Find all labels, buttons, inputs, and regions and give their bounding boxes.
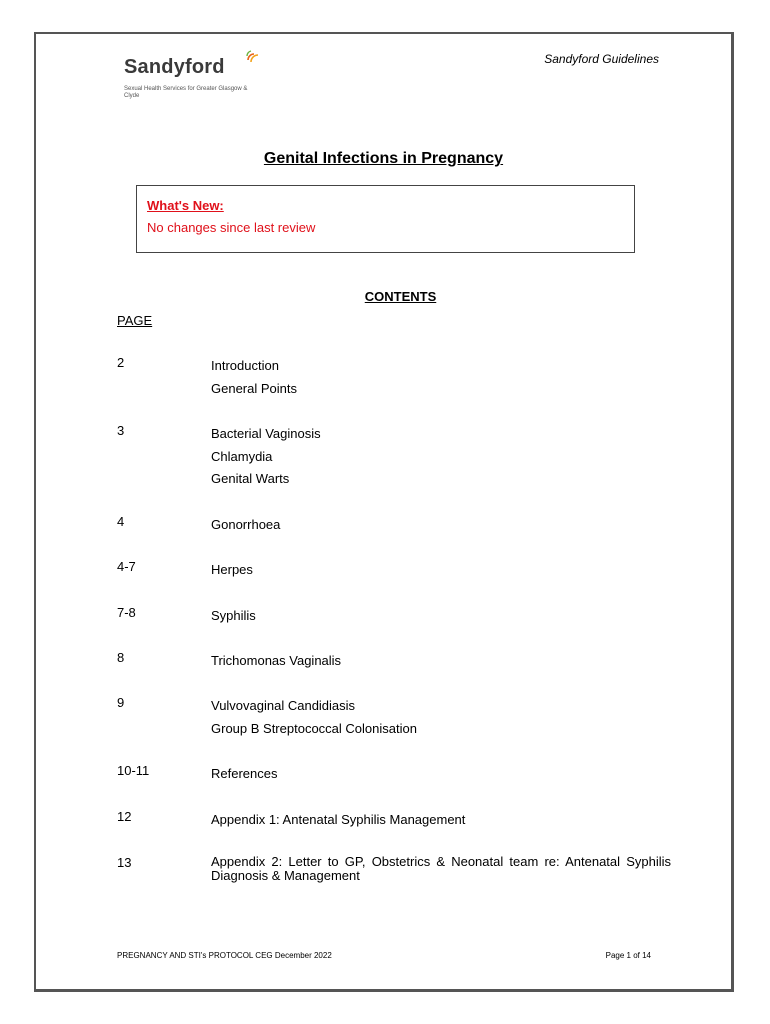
toc-entry: Genital Warts [211,471,290,486]
toc-entry: General Points [211,380,297,396]
toc-page-number: 2 [117,355,125,370]
contents-heading: CONTENTS [364,289,437,304]
toc-entry: Herpes [211,562,253,577]
sandyford-logo [124,56,274,116]
toc-entry: Trichomonas Vaginalis [211,653,342,668]
toc-page-number: 4 [117,514,125,529]
toc-entries [211,650,671,673]
toc-page-number: 4-7 [117,559,136,574]
toc-page-number: 9 [117,695,125,710]
toc-entries [211,605,671,628]
guidelines-label: Sandyford Guidelines [544,52,659,66]
toc-entries [211,423,671,491]
toc-entry: Chlamydia [211,448,273,464]
toc-page-number: 7-8 [117,605,136,620]
document-title: Genital Infections in Pregnancy [263,150,504,167]
toc-entries [211,855,671,883]
toc-entry: Appendix 2: Letter to GP, Obstetrics & Neonatal team re: Antenatal Syphilis Diagnosis & Management [211,854,671,883]
toc-page-number: 13 [117,855,132,870]
toc-entries [211,559,671,582]
document-page [34,32,734,992]
toc-entry: Introduction [211,358,279,373]
toc-entries [211,355,671,400]
toc-page-number: 12 [117,809,132,824]
toc-entries [211,809,671,832]
toc-entry: Appendix 1: Antenatal Syphilis Management [211,812,466,827]
whats-new-body: No changes since last review [147,220,316,235]
logo-subtitle: Sexual Health Services for Greater Glasgow & Clyde [124,86,248,99]
footer-protocol: PREGNANCY AND STI's PROTOCOL CEG December 2022 [117,951,332,960]
logo-text: Sandyford [124,56,225,78]
toc-entry: Syphilis [211,608,256,623]
toc-entry: Gonorrhoea [211,517,281,532]
logo-mark-icon [246,50,260,64]
toc-entries [211,695,671,740]
toc-entry: Group B Streptococcal Colonisation [211,720,417,736]
toc-entries [211,763,671,786]
toc-page-number: 10-11 [117,763,150,778]
page-column-label: PAGE [117,313,153,328]
toc-entry: References [211,766,278,781]
whats-new-heading: What's New: [147,198,224,213]
footer-page-number: Page 1 of 14 [605,951,651,960]
toc-entry: Bacterial Vaginosis [211,426,321,441]
toc-entries [211,514,671,537]
toc-entry: Vulvovaginal Candidiasis [211,698,356,713]
whats-new-box [136,185,635,253]
toc-page-number: 3 [117,423,125,438]
toc-page-number: 8 [117,650,125,665]
